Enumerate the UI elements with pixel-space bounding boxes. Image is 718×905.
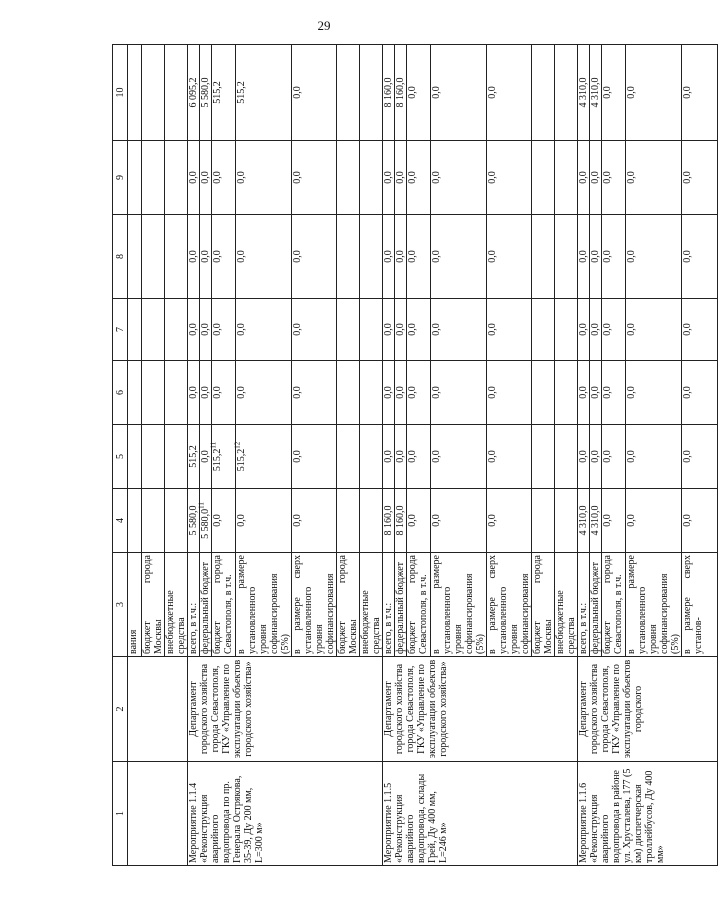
value-cell	[165, 489, 188, 553]
value-cell: 5 580,0	[188, 489, 200, 553]
funding-source-cell: всего, в т.ч.:	[383, 553, 395, 657]
value-cell: 0,0	[292, 215, 337, 299]
value-cell	[128, 141, 142, 215]
funding-source-cell: федеральный бюджет	[395, 553, 407, 657]
value-cell	[128, 425, 142, 489]
value-cell	[555, 215, 578, 299]
value-cell	[165, 361, 188, 425]
funding-source-cell: бюджет города Севастополя, в т.ч.	[212, 553, 236, 657]
executor-cell: Департамент городского хозяйства города Севастополя, ГКУ «Управление по эксплуатации объектов городского хозяйства»	[188, 657, 383, 762]
value-cell	[360, 299, 383, 361]
funding-source-cell: бюджет города Севастополя, в т.ч.	[407, 553, 431, 657]
value-cell: 0,0	[602, 299, 626, 361]
value-cell	[555, 45, 578, 141]
header-cell-5: 5	[113, 425, 128, 489]
value-cell	[532, 299, 555, 361]
header-cell-2: 2	[113, 657, 128, 762]
header-cell-9: 9	[113, 141, 128, 215]
value-cell: 0,0	[200, 215, 212, 299]
value-cell: 0,0	[578, 361, 590, 425]
value-cell: 0,0	[626, 361, 682, 425]
value-cell: 4 310,0	[578, 489, 590, 553]
value-cell: 515,2	[188, 425, 200, 489]
continuation-row	[128, 45, 142, 866]
page-number: 29	[317, 18, 331, 33]
value-cell: 0,0	[292, 361, 337, 425]
value-cell: 0,0	[236, 299, 292, 361]
value-cell: 0,0	[292, 425, 337, 489]
value-cell: 515,2$^{12}$	[236, 425, 292, 489]
value-cell	[142, 425, 165, 489]
value-cell: 0,0	[407, 141, 431, 215]
value-cell: 8 160,0	[383, 45, 395, 141]
executor-cell: Департамент городского хозяйства города Севастополя, ГКУ «Управление по эксплуатации объектов городского хозяйства»	[383, 657, 578, 762]
header-row	[113, 45, 128, 866]
value-cell	[360, 361, 383, 425]
value-cell: 0,0	[590, 299, 602, 361]
value-cell: 0,0	[487, 299, 532, 361]
value-cell: 0,0	[431, 361, 487, 425]
funding-source-cell: в размере сверх установ-	[682, 553, 718, 657]
value-cell	[555, 299, 578, 361]
value-cell: 0,0	[236, 489, 292, 553]
header-cell-1: 1	[113, 762, 128, 866]
funding-source-cell: внебюджетные средства	[165, 553, 188, 657]
value-cell	[360, 141, 383, 215]
value-cell	[337, 489, 360, 553]
value-cell: 0,0	[602, 45, 626, 141]
value-cell: 0,0	[292, 299, 337, 361]
value-cell	[165, 45, 188, 141]
value-cell: 0,0	[602, 425, 626, 489]
funding-source-cell: бюджет города Москвы	[532, 553, 555, 657]
value-cell: 0,0	[236, 361, 292, 425]
value-cell: 0,0	[383, 425, 395, 489]
measure-name-cell: Мероприятие 1.1.5 «Реконструкция аварийного водопровода, склады Грей, Ду 400 мм, L=246 м»	[383, 762, 578, 866]
value-cell: 0,0	[487, 215, 532, 299]
value-cell: 0,0	[626, 299, 682, 361]
value-cell	[337, 425, 360, 489]
value-cell: 0,0	[682, 425, 718, 489]
value-cell: 0,0	[602, 215, 626, 299]
value-cell	[532, 361, 555, 425]
footnote-ref: 11	[197, 502, 206, 509]
value-cell	[142, 141, 165, 215]
funding-source-cell: в размере установленного уровня софинансирования (5%)	[236, 553, 292, 657]
funding-source-cell: внебюджетные средства	[360, 553, 383, 657]
value-cell	[128, 361, 142, 425]
value-cell: 0,0	[602, 489, 626, 553]
value-cell	[337, 45, 360, 141]
value-cell: 0,0	[292, 489, 337, 553]
value-cell: 0,0	[383, 215, 395, 299]
value-cell	[337, 299, 360, 361]
budget-table	[112, 44, 718, 866]
value-cell: 0,0	[212, 361, 236, 425]
value-cell: 0,0	[200, 299, 212, 361]
header-cell-6: 6	[113, 361, 128, 425]
header-cell-10: 10	[113, 45, 128, 141]
value-cell	[142, 361, 165, 425]
value-cell	[337, 215, 360, 299]
executor-cell: Департамент городского хозяйства города Севастополя, ГКУ «Управление по эксплуатации объектов городского	[578, 657, 718, 762]
value-cell: 0,0	[682, 299, 718, 361]
funding-source-cell: федеральный бюджет	[590, 553, 602, 657]
value-cell: 4 310,0	[590, 45, 602, 141]
measure-6-row	[578, 45, 590, 866]
value-cell: 0,0	[383, 141, 395, 215]
funding-source-cell: вания	[128, 553, 142, 657]
value-cell: 0,0	[236, 215, 292, 299]
value-cell	[532, 45, 555, 141]
value-cell: 0,0	[682, 141, 718, 215]
value-cell: 0,0	[431, 215, 487, 299]
funding-source-cell: бюджет города Севастополя, в т.ч.	[602, 553, 626, 657]
measure-5-row	[383, 45, 395, 866]
value-cell: 5 580,0	[200, 45, 212, 141]
value-cell: 0,0	[395, 361, 407, 425]
value-cell: 0,0	[682, 489, 718, 553]
value-cell: 0,0	[626, 45, 682, 141]
value-cell: 515,2$^{11}$	[212, 425, 236, 489]
value-cell: 0,0	[200, 361, 212, 425]
value-cell	[532, 141, 555, 215]
value-cell	[360, 489, 383, 553]
value-cell: 0,0	[407, 361, 431, 425]
value-cell: 0,0	[431, 141, 487, 215]
value-cell: 4 310,0	[590, 489, 602, 553]
value-cell	[555, 141, 578, 215]
measure-name-cell: Мероприятие 1.1.6 «Реконструкция аварийного водопровода в районе ул. Хрусталева, 177 (5 км) диспетчерская троллейбусов, Ду 400 мм»	[578, 762, 718, 866]
value-cell: 0,0	[383, 361, 395, 425]
funding-source-cell: бюджет города Москвы	[337, 553, 360, 657]
value-cell: 0,0	[487, 425, 532, 489]
value-cell: 0,0	[590, 361, 602, 425]
value-cell: 0,0	[626, 489, 682, 553]
value-cell	[360, 425, 383, 489]
value-cell	[532, 215, 555, 299]
funding-source-cell: всего, в т.ч.:	[188, 553, 200, 657]
value-cell: 6 095,2	[188, 45, 200, 141]
value-cell: 0,0	[212, 141, 236, 215]
funding-source-cell: в размере установленного уровня софинансирования (5%)	[431, 553, 487, 657]
value-cell: 0,0	[590, 215, 602, 299]
header-cell-7: 7	[113, 299, 128, 361]
header-cell-4: 4	[113, 489, 128, 553]
value-cell: 0,0	[212, 215, 236, 299]
value-cell: 0,0	[395, 141, 407, 215]
value-cell: 0,0	[578, 299, 590, 361]
value-cell: 0,0	[682, 215, 718, 299]
header-cell-8: 8	[113, 215, 128, 299]
value-cell: 0,0	[292, 141, 337, 215]
value-cell: 0,0	[395, 425, 407, 489]
value-cell: 0,0	[200, 141, 212, 215]
footnote-ref: 11	[209, 441, 218, 449]
value-cell: 0,0	[590, 141, 602, 215]
value-cell	[128, 215, 142, 299]
value-cell: 0,0	[407, 489, 431, 553]
value-cell	[360, 45, 383, 141]
value-cell	[165, 299, 188, 361]
value-cell: 0,0	[212, 489, 236, 553]
value-cell: 0,0	[626, 215, 682, 299]
value-cell: 0,0	[292, 45, 337, 141]
value-cell: 4 310,0	[578, 45, 590, 141]
value-cell: 8 160,0	[383, 489, 395, 553]
value-cell: 0,0	[487, 361, 532, 425]
value-cell	[555, 425, 578, 489]
funding-source-cell: внебюджетные средства	[555, 553, 578, 657]
value-cell: 0,0	[383, 299, 395, 361]
funding-source-cell: в размере установленного уровня софинансирования (5%)	[626, 553, 682, 657]
value-cell: 0,0	[602, 361, 626, 425]
value-cell: 515,2	[236, 45, 292, 141]
value-cell: 0,0	[395, 215, 407, 299]
value-cell	[142, 215, 165, 299]
value-cell: 0,0	[578, 215, 590, 299]
value-cell: 8 160,0	[395, 489, 407, 553]
value-cell	[128, 299, 142, 361]
value-cell	[142, 45, 165, 141]
value-cell	[555, 361, 578, 425]
value-cell: 0,0	[626, 425, 682, 489]
value-cell: 0,0	[188, 215, 200, 299]
value-cell	[128, 45, 142, 141]
value-cell: 0,0	[188, 141, 200, 215]
value-cell	[142, 299, 165, 361]
continuation-measure-cell	[128, 762, 188, 866]
value-cell: 0,0	[431, 45, 487, 141]
funding-source-cell: федеральный бюджет	[200, 553, 212, 657]
value-cell: 0,0	[487, 141, 532, 215]
value-cell: 8 160,0	[395, 45, 407, 141]
value-cell: 0,0	[578, 141, 590, 215]
value-cell: 0,0	[602, 141, 626, 215]
footnote-ref: 12	[233, 441, 242, 449]
value-cell: 0,0	[578, 425, 590, 489]
value-cell	[360, 215, 383, 299]
value-cell: 0,0	[626, 141, 682, 215]
measure-name-cell: Мероприятие 1.1.4 «Реконструкция аварийного водопровода по пр. Генерала Острякова, 35-39, Ду 200 мм, L=300 м»	[188, 762, 383, 866]
value-cell: 0,0	[590, 425, 602, 489]
funding-source-cell: всего, в т.ч.:	[578, 553, 590, 657]
value-cell: 0,0	[487, 45, 532, 141]
header-cell-3: 3	[113, 553, 128, 657]
value-cell: 0,0	[188, 299, 200, 361]
value-cell	[128, 489, 142, 553]
value-cell	[142, 489, 165, 553]
value-cell: 0,0	[487, 489, 532, 553]
value-cell: 5 580,0$^{11}$	[200, 489, 212, 553]
value-cell	[337, 361, 360, 425]
value-cell: 0,0	[407, 45, 431, 141]
value-cell: 0,0	[682, 45, 718, 141]
value-cell	[165, 141, 188, 215]
funding-source-cell: в размере сверх установленного уровня софинансирования	[292, 553, 337, 657]
value-cell	[165, 215, 188, 299]
value-cell: 0,0	[431, 299, 487, 361]
funding-source-cell: в размере сверх установленного уровня софинансирования	[487, 553, 532, 657]
value-cell	[532, 425, 555, 489]
value-cell: 0,0	[212, 299, 236, 361]
value-cell	[165, 425, 188, 489]
value-cell: 0,0	[431, 489, 487, 553]
value-cell	[555, 489, 578, 553]
value-cell	[532, 489, 555, 553]
value-cell: 0,0	[188, 361, 200, 425]
value-cell: 0,0	[407, 299, 431, 361]
continuation-executor-cell	[128, 657, 188, 762]
value-cell: 0,0	[200, 425, 212, 489]
value-cell	[337, 141, 360, 215]
value-cell: 0,0	[682, 361, 718, 425]
measure-4-row	[188, 45, 200, 866]
rotated-table-container	[112, 45, 704, 866]
value-cell: 0,0	[395, 299, 407, 361]
value-cell: 0,0	[407, 215, 431, 299]
funding-source-cell: бюджет города Москвы	[142, 553, 165, 657]
value-cell: 0,0	[407, 425, 431, 489]
value-cell: 0,0	[431, 425, 487, 489]
value-cell: 515,2	[212, 45, 236, 141]
value-cell: 0,0	[236, 141, 292, 215]
